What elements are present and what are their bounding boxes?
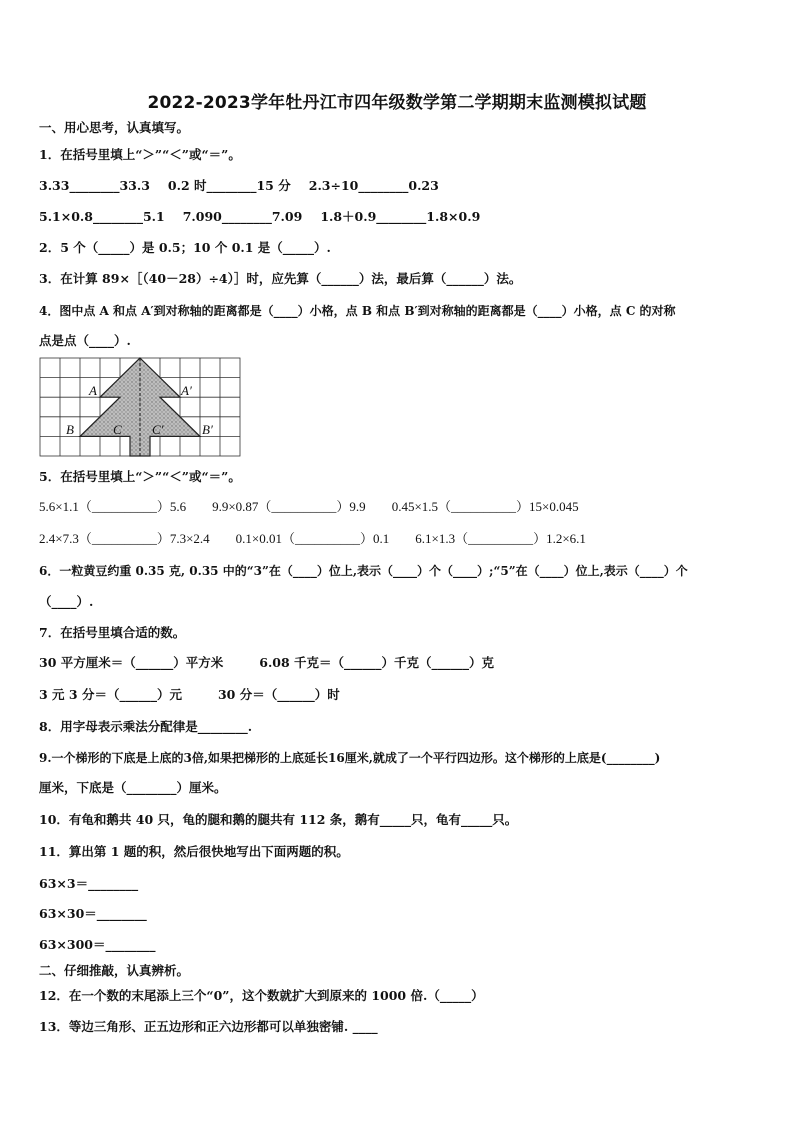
question-7-row-1 [39, 655, 494, 671]
compare-item: 5.1×0.8________5.1 [39, 209, 165, 224]
question-6-line-1: 6．一粒黄豆约重 0.35 克, 0.35 中的“3”在（____）位上,表示（____）个（____）;“5”在（____）位上,表示（____）个 [39, 564, 688, 578]
compare-item: 3.33________33.3 [39, 178, 150, 193]
section-1-heading: 一、用心思考，认真填写。 [39, 120, 190, 135]
question-4-line-2: 点是点（____）. [39, 333, 131, 348]
compare-item: 2.3÷10________0.23 [308, 178, 439, 193]
question-9-line-1: 9.一个梯形的下底是上底的3倍,如果把梯形的上底延长16厘米,就成了一个平行四边形。这个梯形的上底是(________) [39, 751, 661, 765]
question-11-stem: 11．算出第 1 题的积，然后很快地写出下面两题的积。 [39, 844, 349, 859]
tree-shape [80, 358, 200, 456]
question-12: 12．在一个数的末尾添上三个“0”，这个数就扩大到原来的 1000 倍.（_____） [39, 988, 484, 1003]
question-9-line-2: 厘米，下底是（________）厘米。 [39, 780, 227, 795]
point-b-prime-label: B′ [202, 422, 213, 437]
compare-item: 7.090________7.09 [182, 209, 303, 224]
question-6-line-2: （____）. [39, 594, 94, 609]
question-8: 8．用字母表示乘法分配律是________. [39, 719, 253, 734]
fill-item: 6.08 千克＝（______）千克（______）克 [259, 655, 495, 670]
question-3: 3．在计算 89×［（40－28）÷4）］时，应先算（______）法，最后算（______）法。 [39, 271, 522, 286]
compare-item: 1.8＋0.9________1.8×0.9 [320, 209, 481, 224]
point-c-prime-label: C′ [152, 422, 164, 437]
compare-item: 0.45×1.5（__________）15×0.045 [391, 499, 579, 514]
point-a-label: A [89, 383, 97, 398]
question-5-stem: 5．在括号里填上“＞”“＜”或“＝”。 [39, 469, 241, 484]
compare-item: 5.6×1.1（__________）5.6 [39, 499, 187, 514]
question-7-row-2 [39, 687, 340, 703]
question-1-row-1 [39, 178, 439, 194]
symmetry-tree-figure [39, 357, 241, 457]
question-10: 10．有龟和鹅共 40 只，龟的腿和鹅的腿共有 112 条，鹅有_____只，龟有_____只。 [39, 812, 518, 827]
question-5-row-1 [39, 499, 579, 515]
question-1-row-2 [39, 209, 480, 225]
question-11-item-3: 63×300＝________ [39, 937, 156, 952]
compare-item: 9.9×0.87（__________）9.9 [212, 499, 366, 514]
point-a-prime-label: A′ [181, 383, 192, 398]
compare-item: 6.1×1.3（__________）1.2×6.1 [415, 531, 586, 546]
question-11-item-1: 63×3＝________ [39, 876, 139, 891]
question-5-row-2 [39, 531, 586, 547]
question-4-line-1: 4．图中点 A 和点 A′到对称轴的距离都是（____）小格，点 B 和点 B′到对称轴的距离都是（____）小格，点 C 的对称 [39, 304, 676, 318]
fill-item: 3 元 3 分＝（______）元 [39, 687, 182, 702]
page-title: 2022-2023学年牡丹江市四年级数学第二学期期末监测模拟试题 [147, 93, 647, 113]
question-11-item-2: 63×30＝________ [39, 906, 147, 921]
question-7-stem: 7．在括号里填合适的数。 [39, 625, 186, 640]
compare-item: 0.2 时________15 分 [167, 178, 291, 193]
fill-item: 30 平方厘米＝（______）平方米 [39, 655, 224, 670]
point-c-label: C [113, 422, 122, 437]
question-13: 13．等边三角形、正五边形和正六边形都可以单独密铺. ____ [39, 1019, 378, 1034]
question-2: 2．5 个（_____）是 0.5；10 个 0.1 是（_____）. [39, 240, 331, 255]
point-b-label: B [66, 422, 74, 437]
section-2-heading: 二、仔细推敲，认真辨析。 [39, 963, 190, 978]
compare-item: 0.1×0.01（__________）0.1 [235, 531, 390, 546]
fill-item: 30 分＝（______）时 [217, 687, 340, 702]
question-1-stem: 1．在括号里填上“＞”“＜”或“＝”。 [39, 147, 241, 162]
compare-item: 2.4×7.3（__________）7.3×2.4 [39, 531, 210, 546]
